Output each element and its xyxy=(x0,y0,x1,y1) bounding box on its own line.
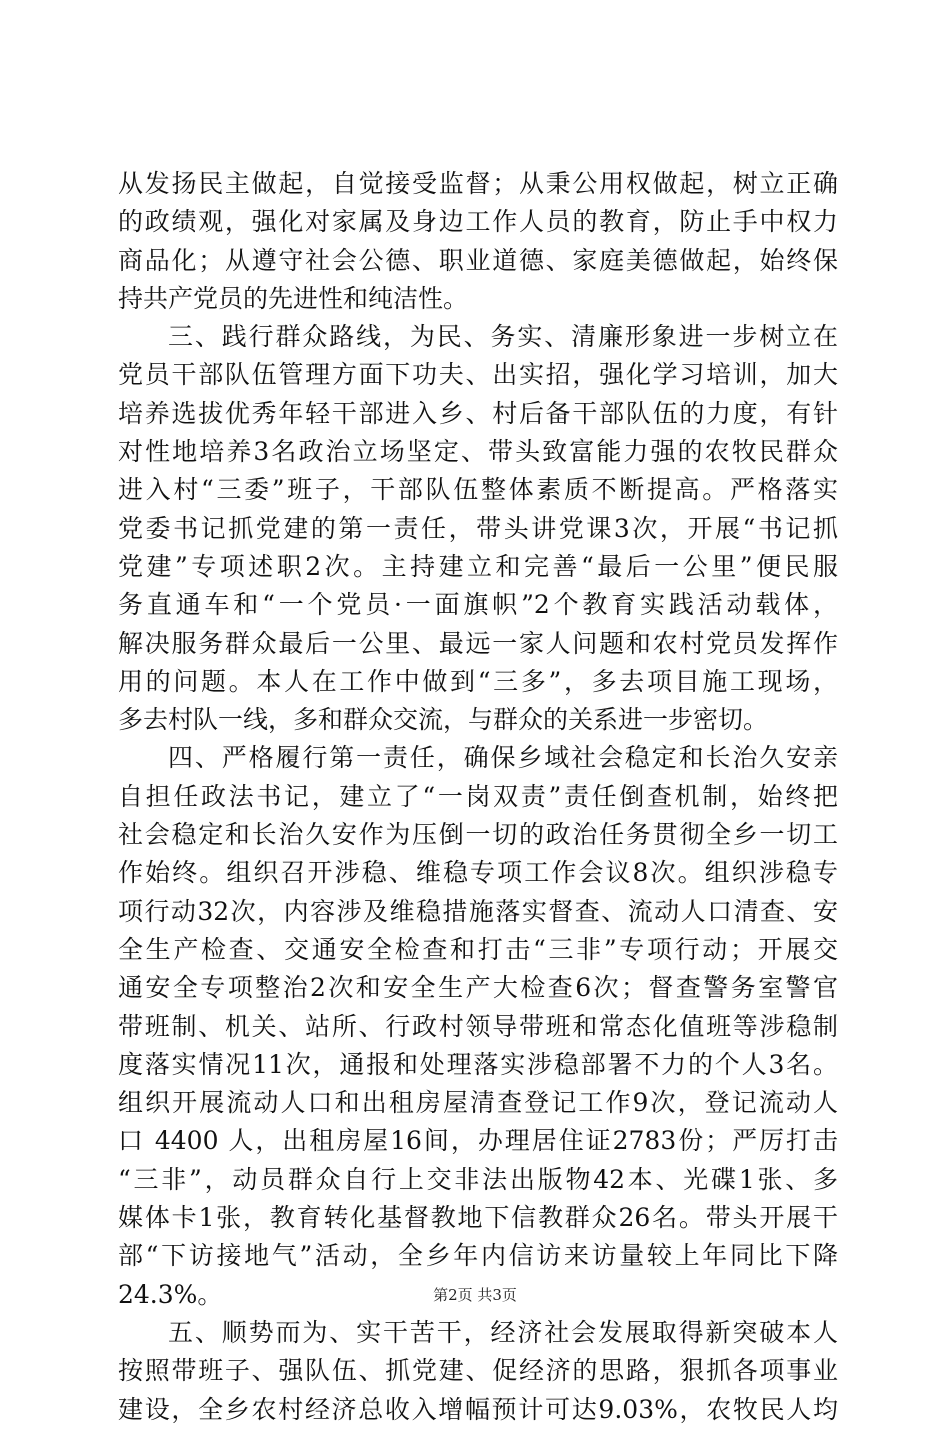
text-line: 全生产检查、交通安全检查和打击“三非”专项行动；开展交 xyxy=(118,934,838,964)
text-line: 从发扬民主做起，自觉接受监督；从秉公用权做起，树立正确 xyxy=(118,169,838,198)
text-line: 按照带班子、强队伍、抓党建、促经济的思路，狠抓各项事业 xyxy=(118,1356,838,1386)
text-line: 组织开展流动人口和出租房屋清查登记工作9次，登记流动人 xyxy=(118,1088,838,1118)
section-five-heading-line: 五、顺势而为、实干苦干，经济社会发展取得新突破本人 xyxy=(168,1317,838,1347)
section-four-heading-line: 四、严格履行第一责任，确保乡域社会稳定和长治久安亲 xyxy=(168,743,838,773)
text-line: 党员干部队伍管理方面下功夫、出实招，强化学习培训，加大 xyxy=(118,360,838,390)
text-line: 口 4400 人，出租房屋16间，办理居住证2783份；严厉打击 xyxy=(118,1126,838,1156)
text-line: 自担任政法书记，建立了“一岗双责”责任倒查机制，始终把 xyxy=(118,781,838,811)
text-line: 党委书记抓党建的第一责任，带头讲党课3次，开展“书记抓 xyxy=(118,513,838,543)
text-line: 用的问题。本人在工作中做到“三多”，多去项目施工现场， xyxy=(118,666,838,696)
text-line: 多去村队一线，多和群众交流，与群众的关系进一步密切。 xyxy=(118,705,769,735)
text-line: 部“下访接地气”活动，全乡年内信访来访量较上年同比下降 xyxy=(118,1241,838,1271)
text-line: “三非”，动员群众自行上交非法出版物42本、光碟1张、多 xyxy=(118,1164,838,1194)
text-line: 务直通车和“一个党员·一面旗帜”2个教育实践活动载体， xyxy=(118,590,838,620)
text-line: 作始终。组织召开涉稳、维稳专项工作会议8次。组织涉稳专 xyxy=(118,858,838,888)
text-line: 24.3%。 xyxy=(118,1279,223,1309)
text-line: 项行动32次，内容涉及维稳措施落实督查、流动人口清查、安 xyxy=(118,896,838,926)
text-line: 度落实情况11次，通报和处理落实涉稳部署不力的个人3名。 xyxy=(118,1049,838,1079)
text-line: 商品化；从遵守社会公德、职业道德、家庭美德做起，始终保 xyxy=(118,245,838,275)
section-three-heading-line: 三、践行群众路线，为民、务实、清廉形象进一步树立在 xyxy=(168,322,838,352)
text-line: 建设，全乡农村经济总收入增幅预计可达9.03%，农牧民人均 xyxy=(118,1394,838,1424)
text-line: 持共产党员的先进性和纯洁性。 xyxy=(118,283,469,313)
text-line: 带班制、机关、站所、行政村领导带班和常态化值班等涉稳制 xyxy=(118,1011,838,1041)
text-line: 党建”专项述职2次。主持建立和完善“最后一公里”便民服 xyxy=(118,551,838,581)
text-line: 通安全专项整治2次和安全生产大检查6次；督查警务室警官 xyxy=(118,973,838,1003)
text-line: 社会稳定和长治久安作为压倒一切的政治任务贯彻全乡一切工 xyxy=(118,820,838,850)
page-number-footer: 第2页 共3页 xyxy=(433,1286,517,1304)
text-line: 培养选拔优秀年轻干部进入乡、村后备干部队伍的力度，有针 xyxy=(118,398,838,428)
text-line: 进入村“三委”班子，干部队伍整体素质不断提高。严格落实 xyxy=(118,475,838,505)
text-line: 的政绩观，强化对家属及身边工作人员的教育，防止手中权力 xyxy=(118,207,838,237)
text-line: 对性地培养3名政治立场坚定、带头致富能力强的农牧民群众 xyxy=(118,437,838,467)
text-line: 解决服务群众最后一公里、最远一家人问题和农村党员发挥作 xyxy=(118,628,838,658)
body-text xyxy=(118,165,838,1429)
text-line: 媒体卡1张，教育转化基督教地下信教群众26名。带头开展干 xyxy=(118,1203,838,1233)
